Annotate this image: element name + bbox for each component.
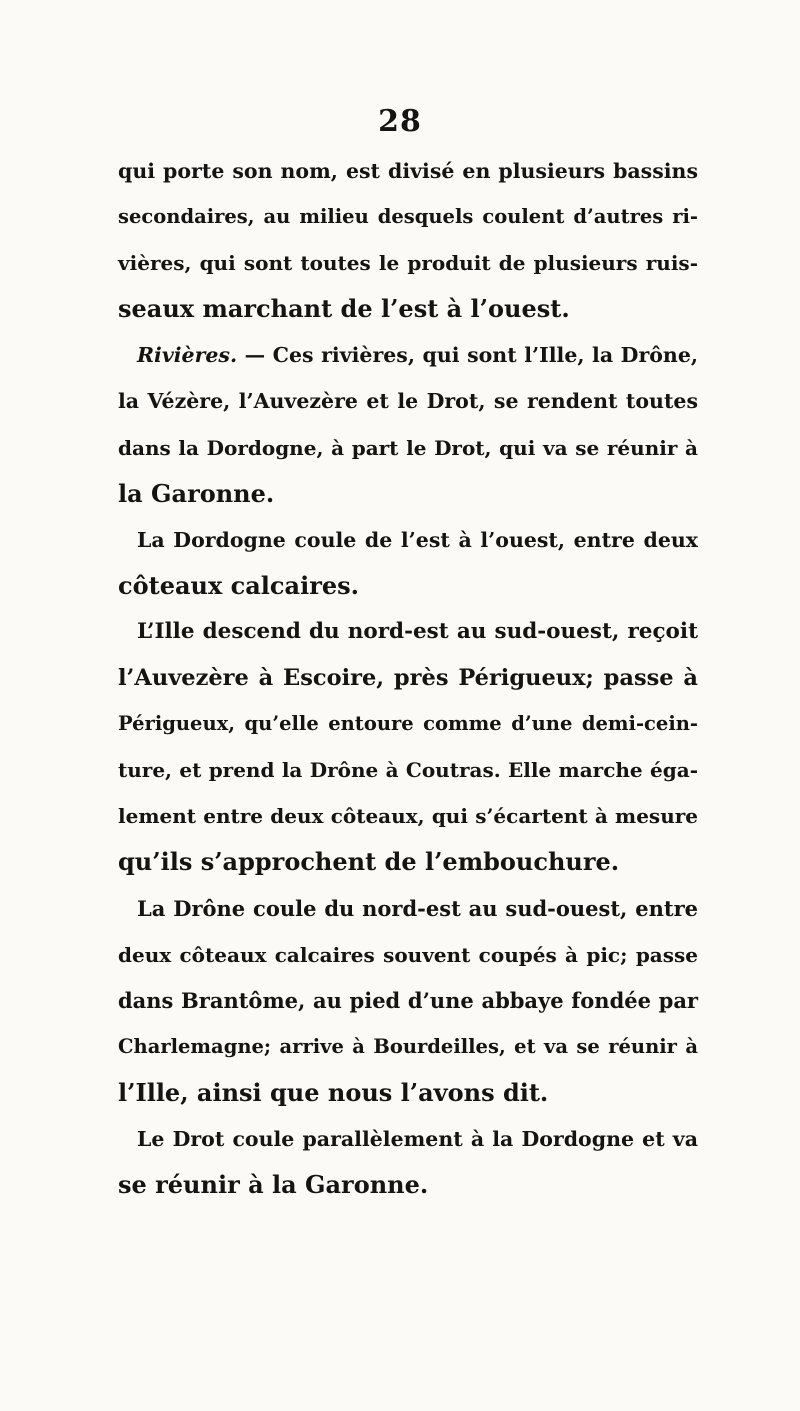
text-line: Le Drot coule parallèlement à la Dordogne et va [137, 1126, 698, 1151]
text-line: dans la Dordogne, à part le Drot, qui va se réunir à [118, 435, 698, 460]
body-text [118, 148, 698, 1208]
text-line: qu’ils s’approchent de l’embouchure. [118, 847, 620, 877]
text-line: vières, qui sont toutes le produit de plusieurs ruis- [118, 251, 698, 276]
paragraph-drot [118, 1116, 698, 1208]
section-heading-rivieres: Rivières. [137, 343, 238, 368]
text-line: l’Auvezère à Escoire, près Périgueux; passe à [118, 665, 698, 692]
paragraph-drone [118, 886, 698, 1116]
text-line: La Drône coule du nord-est au sud-ouest, entre [137, 895, 698, 921]
text-line: lement entre deux côteaux, qui s’écartent à mesure [118, 804, 698, 829]
text-line: dans Brantôme, au pied d’une abbaye fondée par [118, 987, 698, 1013]
text-line: qui porte son nom, est divisé en plusieurs bassins [118, 159, 698, 183]
text-line: secondaires, au milieu desquels coulent d’autres ri- [118, 205, 698, 229]
paragraph-ille [118, 609, 698, 886]
text-line [118, 332, 698, 378]
text-line: se réunir à la Garonne. [118, 1170, 429, 1200]
text-line: La Dordogne coule de l’est à l’ouest, entre deux [137, 527, 698, 552]
text-line: deux côteaux calcaires souvent coupés à pic; passe [118, 942, 698, 967]
paragraph-basins [118, 148, 698, 332]
text-line: l’Ille, ainsi que nous l’avons dit. [118, 1077, 549, 1107]
paragraph-dordogne [118, 517, 698, 609]
text-line: la Garonne. [118, 478, 275, 508]
text-line: ture, et prend la Drône à Coutras. Elle marche éga- [118, 758, 698, 783]
text-line: L’Ille descend du nord-est au sud-ouest, reçoit [137, 618, 698, 644]
text-line: seaux marchant de l’est à l’ouest. [118, 294, 570, 324]
text-line: la Vézère, l’Auvezère et le Drot, se rendent toutes [118, 389, 698, 414]
page-number: 28 [378, 104, 422, 139]
paragraph-rivieres [118, 332, 698, 516]
text-line-rest: — Ces rivières, qui sont l’Ille, la Drône, [237, 343, 698, 368]
text-line: côteaux calcaires. [118, 570, 359, 600]
text-line: Charlemagne; arrive à Bourdeilles, et va se réunir à [118, 1034, 698, 1058]
text-line: Périgueux, qu’elle entoure comme d’une demi-cein- [118, 712, 698, 736]
